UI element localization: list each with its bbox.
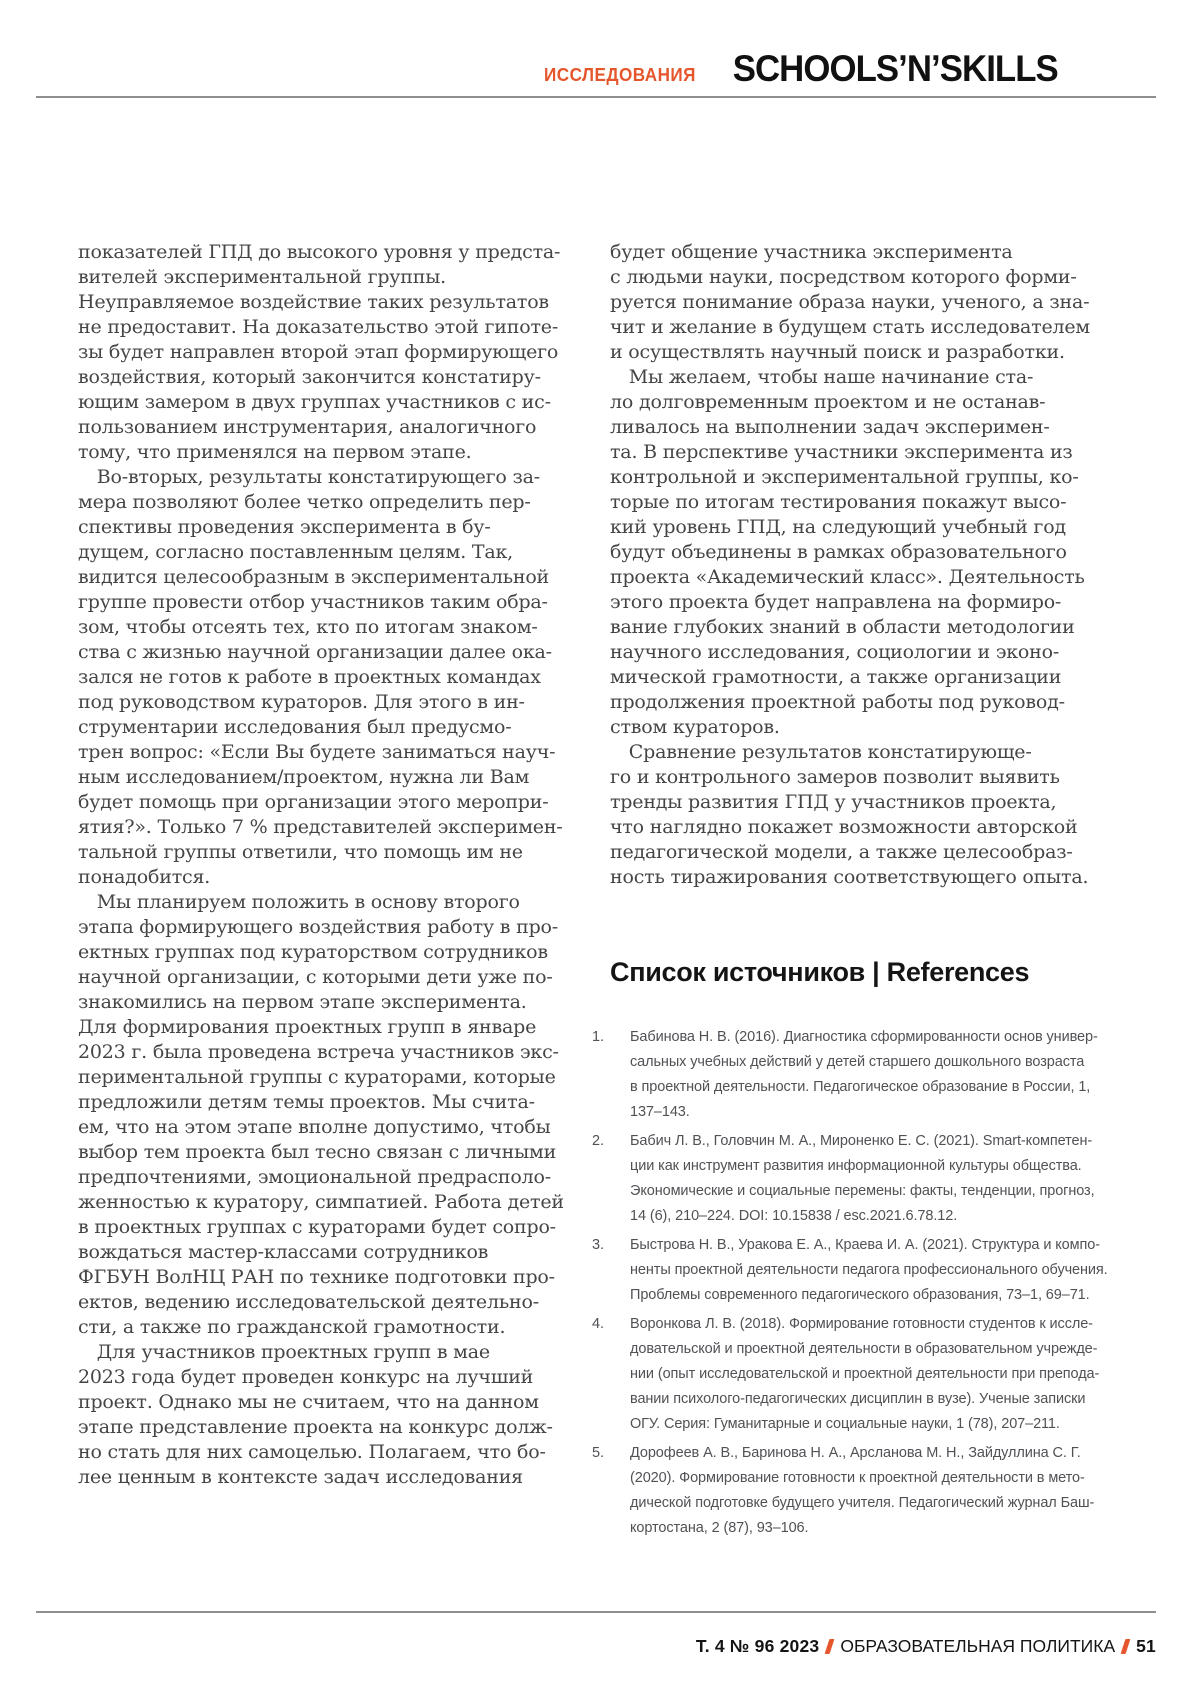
footer-divider-line: [36, 1611, 1156, 1613]
reference-item: [592, 1025, 1155, 1125]
reference-item: [592, 1441, 1155, 1541]
footer-page-number: 51: [1136, 1636, 1156, 1656]
reference-number: 1.: [592, 1029, 604, 1045]
slash-separator-icon: [1121, 1639, 1131, 1654]
article-left-column: [78, 240, 603, 1490]
reference-item: [592, 1312, 1155, 1437]
journal-brand-title: SCHOOLS’N’SKILLS: [732, 48, 1058, 89]
reference-number: 5.: [592, 1445, 604, 1461]
footer-volume-issue: Т. 4 № 96 2023: [695, 1636, 820, 1656]
reference-number: 3.: [592, 1237, 604, 1253]
section-label: ИССЛЕДОВАНИЯ: [544, 65, 697, 85]
page-header: [536, 48, 1058, 90]
article-text-right: будет общение участника эксперимента с людьми науки, посредством которого форми- руется понимание образа науки, ученого, а зна- чит и желание в будущем стать исследователем и осуществлять научный поиск и разработки. Мы желаем, чтобы наше начинание ста- ло долговременным проектом и не останав- ливалось на выполнении задач эксперимен- та. В перспективе участники эксперимента из контрольной и экспериментальной группы, ко- торые по итогам тестирования покажут высо- кий уровень ГПД, на следующий учебный год будут объединены в рамках образовательного проекта «Академический класс». Деятельность этого проекта будет направлена на формиро- вание глубоких знаний в области методологии научного исследования, социологии и эконо- мической грамотности, а также организации продолжения проектной работы под руковод- ством кураторов. Сравнение результатов констатирующе- го и контрольного замеров позволит выявить тренды развития ГПД у участников проекта, что наглядно покажет возможности авторской педагогической модели, а также целесообраз- ность тиражирования соответствующего опыта.: [610, 241, 1091, 888]
slash-separator-icon: [825, 1639, 835, 1654]
reference-text: Дорофеев А. В., Баринова Н. А., Арсланова М. Н., Зайдуллина С. Г. (2020). Формирование готовности к проектной деятельности в мето- дической подготовке будущего учителя. Педагогический журнал Баш- кортостана, 2 (87), 93–106.: [630, 1445, 1095, 1536]
header-divider-line: [36, 96, 1156, 98]
reference-text: Быстрова Н. В., Уракова Е. А., Краева И. А. (2021). Структура и компо- ненты проектной деятельности педагога профессионального обучения. Проблемы современного педагогического образования, 73–1, 69–71.: [630, 1237, 1108, 1303]
reference-item: [592, 1233, 1155, 1308]
reference-text: Бабинова Н. В. (2016). Диагностика сформированности основ универ- сальных учебных действий у детей старшего дошкольного возраста в проектной деятельности. Педагогическое образование в России, 1, 137–143.: [630, 1029, 1098, 1120]
reference-number: 4.: [592, 1316, 604, 1332]
reference-item: [592, 1129, 1155, 1229]
article-text-left: показателей ГПД до высокого уровня у предста- вителей экспериментальной группы. Неуправляемое воздействие таких результатов не предоставит. На доказательство этой гипоте- зы будет направлен второй этап формирующего воздействия, который закончится констатиру- ющим замером в двух группах участников с ис- пользованием инструментария, аналогичного тому, что применялся на первом этапе. Во-вторых, результаты констатирующего за- мера позволяют более четко определить пер- спективы проведения эксперимента в бу- дущем, согласно поставленным целям. Так, видится целесообразным в экспериментальной группе провести отбор участников таким обра- зом, чтобы отсеять тех, кто по итогам знаком- ства с жизнью научной организации далее ока- зался не готов к работе в проектных командах под руководством кураторов. Для этого в ин- струментарии исследования был предусмо- трен вопрос: «Если Вы будете заниматься науч- ным исследованием/проектом, нужна ли Вам будет помощь при организации этого меропри- ятия?». Только 7 % представителей эксперимен- тальной группы ответили, что помощь им не понадобится. Мы планируем положить в основу второго этапа формирующего воздействия работу в про- ектных группах под кураторством сотрудников научной организации, с которыми дети уже по- знакомились на первом этапе эксперимента. Для формирования проектных групп в январе 2023 г. была проведена встреча участников экс- периментальной группы с кураторами, которые предложили детям темы проектов. Мы счита- ем, что на этом этапе вполне допустимо, чтобы выбор тем проекта был тесно связан с личными предпочтениями, эмоциональной предрасполо- женностью к куратору, симпатией. Работа детей в проектных группах с кураторами будет сопро- вождаться мастер-классами сотрудников ФГБУН ВолНЦ РАН по технике подготовки про- ектов, ведению исследовательской деятельно- сти, а также по гражданской грамотности. Для участников проектных групп в мае 2023 года будет проведен конкурс на лучший проект. Однако мы не считаем, что на данном этапе представление проекта на конкурс долж- но стать для них самоцелью. Полагаем, что бо- лее ценным в контексте задач исследования: [78, 241, 564, 1488]
footer-journal-name: ОБРАЗОВАТЕЛЬНАЯ ПОЛИТИКА: [840, 1636, 1116, 1656]
reference-text: Бабич Л. В., Головчин М. А., Мироненко Е. С. (2021). Smart-компетен- ции как инструмент развития информационной культуры общества. Экономические и социальные перемены: факты, тенденции, прогноз, 14 (6), 210–224. DOI: 10.15838 / esc.2021.6.78.12.: [630, 1133, 1095, 1224]
article-right-column: [592, 240, 1155, 1545]
references-list: [592, 1025, 1155, 1541]
reference-number: 2.: [592, 1133, 604, 1149]
reference-text: Воронкова Л. В. (2018). Формирование готовности студентов к иссле- довательской и проектной деятельности в образовательном учрежде- нии (опыт исследовательской и проектной деятельности при препода- вании психолого-педагогических дисциплин в вузе). Ученые записки ОГУ. Серия: Гуманитарные и социальные науки, 1 (78), 207–211.: [630, 1316, 1100, 1432]
references-heading: Список источников | References: [610, 957, 1030, 987]
page-footer: [696, 1636, 1156, 1657]
